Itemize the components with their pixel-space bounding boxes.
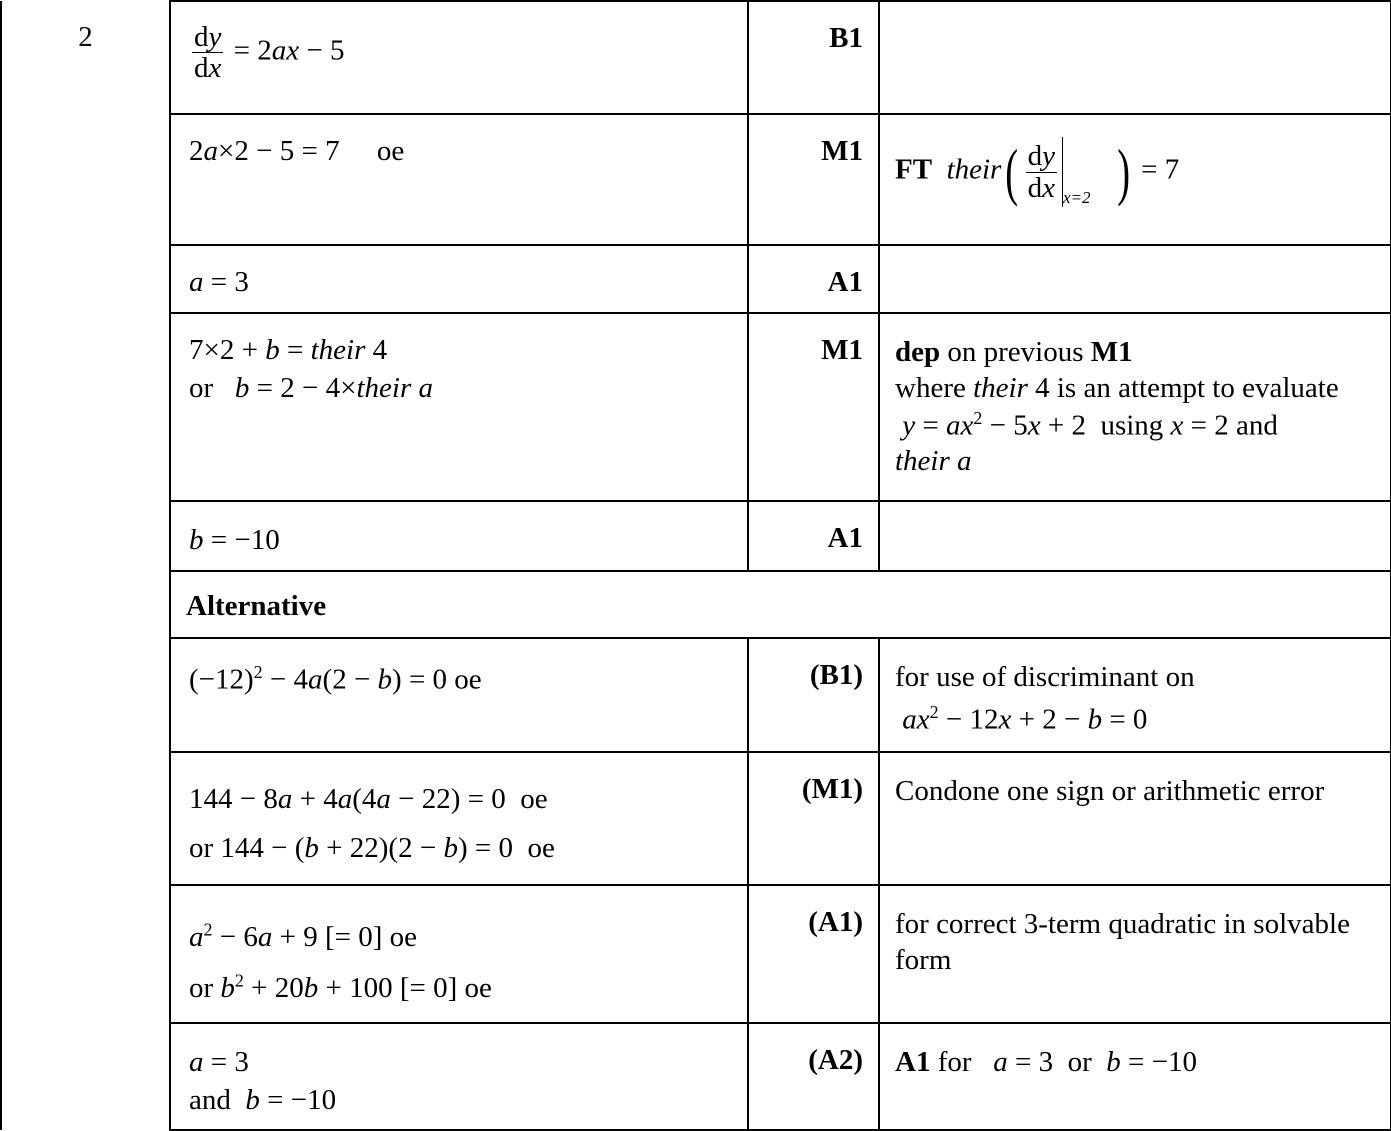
guidance-cell (879, 885, 1391, 1023)
table-row (1, 638, 1391, 752)
answer-cell (170, 752, 748, 885)
mark: (A1) (808, 906, 863, 938)
mark: A1 (827, 522, 863, 554)
answer-discriminant: $(-12)^2 - 4a(2 - b) = 0$ oe (189, 662, 482, 696)
table-row (1, 245, 1391, 313)
guidance-cell (879, 638, 1391, 752)
guidance-final: A1 for a = 3 or b = −10 (895, 1046, 1198, 1078)
table-row (1, 885, 1391, 1023)
answer-expanded: 144 − 8a + 4a(4a − 22) = 0 oe or 144 − (b + 22)(2 − b) = 0 oe (189, 783, 555, 865)
guidance-dep: dep on previous M1 where their 4 is an attempt to evaluate $y = ax^2 - 5x + 2$ using x = 2 and their a (895, 336, 1339, 478)
answer-quadratic: $a^2 - 6a + 9$ [= 0] oe or $b^2 + 20b + 100$ [= 0] oe (189, 919, 492, 1004)
guidance-cell (879, 1, 1391, 114)
guidance-cell (879, 114, 1391, 245)
mark-cell (748, 501, 879, 571)
answer-cell (170, 114, 748, 245)
mark-cell (748, 1, 879, 114)
answer-cell (170, 245, 748, 313)
mark-cell (748, 313, 879, 501)
alternative-cell (170, 571, 1391, 638)
answer-derivative: $\frac{dy}{dx}$ = 2ax − 5 (194, 21, 345, 85)
mark: (M1) (801, 773, 863, 805)
mark-cell (748, 245, 879, 313)
answer-cell (170, 1023, 748, 1130)
mark: M1 (821, 135, 863, 167)
guidance-cell (879, 752, 1391, 885)
table-row (1, 1023, 1391, 1130)
mark-cell (748, 752, 879, 885)
table-row (1, 313, 1391, 501)
guidance-cell (879, 501, 1391, 571)
question-number-cell (1, 1, 170, 1130)
mark: (A2) (808, 1044, 863, 1076)
mark: B1 (829, 22, 863, 54)
mark: A1 (827, 266, 863, 298)
alternative-heading: Alternative (186, 590, 327, 622)
answer-cell (170, 313, 748, 501)
table-row (1, 114, 1391, 245)
guidance-quadratic: for correct 3-term quadratic in solvable form (895, 908, 1350, 977)
answer-b-method: 7×2 + b = their 4 or b = 2 − 4×their a (189, 334, 434, 404)
answer-a: a = 3 (189, 266, 249, 298)
answer-cell (170, 1, 748, 114)
mark-cell (748, 638, 879, 752)
answer-final: a = 3 and b = −10 (189, 1046, 337, 1116)
answer-cell (170, 501, 748, 571)
mark-cell (748, 885, 879, 1023)
table-row (1, 752, 1391, 885)
table-row (1, 1, 1391, 114)
answer-cell (170, 638, 748, 752)
answer-equation: 2a×2 − 5 = 7 oe (189, 135, 405, 167)
guidance-ft: FT their( $\frac{dy}{dx}$ $_{x=2}$ ) = 7 (895, 136, 1180, 207)
table-row (1, 571, 1391, 638)
guidance-discriminant: for use of discriminant on $ax^2 - 12x + 2 - b = 0$ (895, 661, 1195, 736)
guidance-cell (879, 1023, 1391, 1130)
mark: (B1) (809, 659, 863, 691)
guidance-cell (879, 245, 1391, 313)
answer-b: b = −10 (189, 524, 280, 556)
mark-cell (748, 1023, 879, 1130)
answer-cell (170, 885, 748, 1023)
mark-cell (748, 114, 879, 245)
table-row (1, 501, 1391, 571)
guidance-condone: Condone one sign or arithmetic error (895, 775, 1325, 807)
mark: M1 (821, 334, 863, 366)
guidance-cell (879, 313, 1391, 501)
question-number: 2 (78, 21, 93, 53)
